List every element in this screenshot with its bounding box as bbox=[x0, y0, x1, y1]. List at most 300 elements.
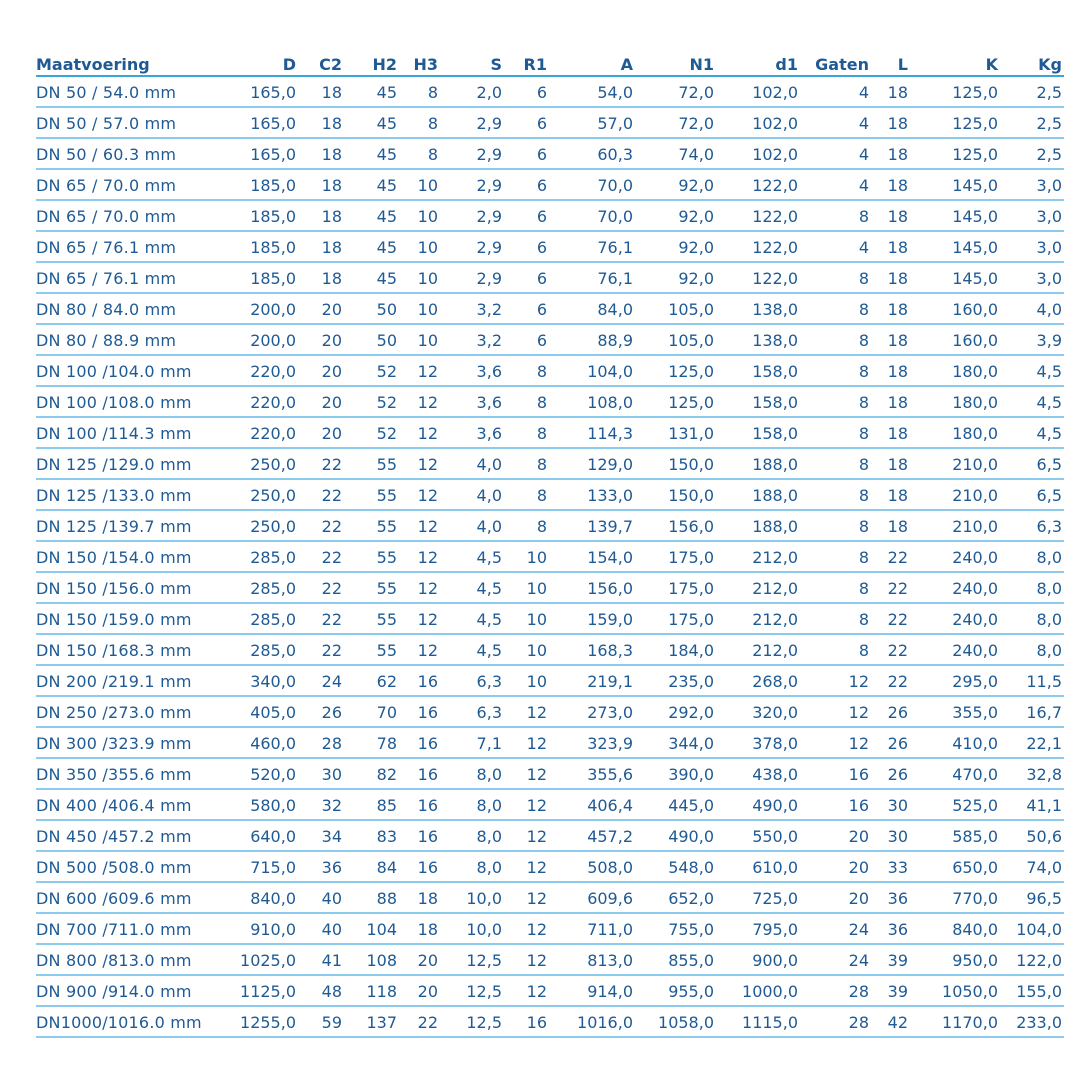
cell-d: 185,0 bbox=[232, 262, 298, 293]
cell-h2: 85 bbox=[344, 789, 399, 820]
cell-a: 139,7 bbox=[549, 510, 635, 541]
cell-size: DN1000/1016.0 mm bbox=[36, 1006, 232, 1037]
cell-n1: 125,0 bbox=[635, 355, 716, 386]
cell-size: DN 150 /168.3 mm bbox=[36, 634, 232, 665]
table-row bbox=[36, 138, 1064, 169]
cell-kg: 8,0 bbox=[1000, 541, 1064, 572]
cell-s: 4,5 bbox=[440, 603, 504, 634]
cell-a: 406,4 bbox=[549, 789, 635, 820]
cell-l: 36 bbox=[871, 913, 910, 944]
header-row bbox=[36, 46, 1064, 76]
cell-a: 84,0 bbox=[549, 293, 635, 324]
cell-gaten: 4 bbox=[800, 169, 871, 200]
cell-kg: 6,5 bbox=[1000, 448, 1064, 479]
column-header-s: S bbox=[440, 46, 504, 76]
cell-kg: 122,0 bbox=[1000, 944, 1064, 975]
cell-size: DN 50 / 57.0 mm bbox=[36, 107, 232, 138]
cell-s: 4,0 bbox=[440, 479, 504, 510]
cell-n1: 92,0 bbox=[635, 262, 716, 293]
cell-k: 295,0 bbox=[910, 665, 1000, 696]
cell-c2: 18 bbox=[298, 76, 344, 107]
cell-r1: 12 bbox=[504, 975, 549, 1006]
cell-d: 250,0 bbox=[232, 448, 298, 479]
cell-r1: 6 bbox=[504, 324, 549, 355]
cell-c2: 20 bbox=[298, 293, 344, 324]
cell-h2: 45 bbox=[344, 76, 399, 107]
cell-l: 22 bbox=[871, 665, 910, 696]
cell-n1: 548,0 bbox=[635, 851, 716, 882]
cell-a: 60,3 bbox=[549, 138, 635, 169]
cell-kg: 8,0 bbox=[1000, 634, 1064, 665]
cell-k: 210,0 bbox=[910, 448, 1000, 479]
cell-h3: 12 bbox=[399, 541, 440, 572]
table-row bbox=[36, 851, 1064, 882]
cell-k: 585,0 bbox=[910, 820, 1000, 851]
cell-l: 18 bbox=[871, 76, 910, 107]
cell-l: 22 bbox=[871, 541, 910, 572]
cell-d: 250,0 bbox=[232, 510, 298, 541]
cell-r1: 8 bbox=[504, 448, 549, 479]
cell-l: 18 bbox=[871, 138, 910, 169]
cell-kg: 4,0 bbox=[1000, 293, 1064, 324]
cell-d1: 212,0 bbox=[716, 634, 800, 665]
cell-kg: 233,0 bbox=[1000, 1006, 1064, 1037]
cell-d: 185,0 bbox=[232, 169, 298, 200]
cell-c2: 20 bbox=[298, 417, 344, 448]
cell-a: 133,0 bbox=[549, 479, 635, 510]
cell-d1: 212,0 bbox=[716, 541, 800, 572]
cell-l: 22 bbox=[871, 572, 910, 603]
cell-c2: 48 bbox=[298, 975, 344, 1006]
cell-l: 18 bbox=[871, 231, 910, 262]
table-row bbox=[36, 789, 1064, 820]
cell-k: 210,0 bbox=[910, 510, 1000, 541]
cell-n1: 92,0 bbox=[635, 169, 716, 200]
cell-d: 460,0 bbox=[232, 727, 298, 758]
cell-d: 1255,0 bbox=[232, 1006, 298, 1037]
cell-size: DN 125 /129.0 mm bbox=[36, 448, 232, 479]
cell-a: 104,0 bbox=[549, 355, 635, 386]
cell-k: 770,0 bbox=[910, 882, 1000, 913]
cell-r1: 12 bbox=[504, 758, 549, 789]
cell-d: 285,0 bbox=[232, 541, 298, 572]
cell-d: 405,0 bbox=[232, 696, 298, 727]
cell-k: 125,0 bbox=[910, 76, 1000, 107]
cell-size: DN 400 /406.4 mm bbox=[36, 789, 232, 820]
cell-size: DN 300 /323.9 mm bbox=[36, 727, 232, 758]
cell-size: DN 80 / 84.0 mm bbox=[36, 293, 232, 324]
cell-k: 180,0 bbox=[910, 417, 1000, 448]
cell-h2: 55 bbox=[344, 603, 399, 634]
table-row bbox=[36, 882, 1064, 913]
cell-s: 2,9 bbox=[440, 231, 504, 262]
cell-h2: 55 bbox=[344, 541, 399, 572]
cell-h2: 104 bbox=[344, 913, 399, 944]
cell-d: 580,0 bbox=[232, 789, 298, 820]
cell-kg: 32,8 bbox=[1000, 758, 1064, 789]
cell-h3: 12 bbox=[399, 510, 440, 541]
cell-s: 2,9 bbox=[440, 138, 504, 169]
cell-k: 240,0 bbox=[910, 603, 1000, 634]
cell-a: 54,0 bbox=[549, 76, 635, 107]
cell-kg: 22,1 bbox=[1000, 727, 1064, 758]
cell-l: 18 bbox=[871, 386, 910, 417]
cell-h3: 10 bbox=[399, 169, 440, 200]
cell-r1: 12 bbox=[504, 696, 549, 727]
cell-k: 650,0 bbox=[910, 851, 1000, 882]
cell-k: 1050,0 bbox=[910, 975, 1000, 1006]
column-header-n1: N1 bbox=[635, 46, 716, 76]
cell-kg: 2,5 bbox=[1000, 76, 1064, 107]
cell-l: 22 bbox=[871, 634, 910, 665]
cell-s: 6,3 bbox=[440, 665, 504, 696]
cell-d1: 138,0 bbox=[716, 324, 800, 355]
cell-h3: 18 bbox=[399, 913, 440, 944]
cell-r1: 6 bbox=[504, 262, 549, 293]
cell-d1: 188,0 bbox=[716, 448, 800, 479]
cell-s: 3,2 bbox=[440, 324, 504, 355]
table-row bbox=[36, 324, 1064, 355]
cell-l: 18 bbox=[871, 169, 910, 200]
cell-d: 285,0 bbox=[232, 634, 298, 665]
column-header-d1: d1 bbox=[716, 46, 800, 76]
cell-d1: 212,0 bbox=[716, 572, 800, 603]
cell-k: 160,0 bbox=[910, 293, 1000, 324]
column-header-h3: H3 bbox=[399, 46, 440, 76]
cell-h3: 12 bbox=[399, 603, 440, 634]
cell-h3: 22 bbox=[399, 1006, 440, 1037]
cell-s: 2,9 bbox=[440, 200, 504, 231]
cell-gaten: 8 bbox=[800, 479, 871, 510]
table-row bbox=[36, 1006, 1064, 1037]
cell-k: 470,0 bbox=[910, 758, 1000, 789]
table-row bbox=[36, 634, 1064, 665]
cell-c2: 20 bbox=[298, 355, 344, 386]
cell-kg: 3,0 bbox=[1000, 262, 1064, 293]
cell-h3: 16 bbox=[399, 727, 440, 758]
cell-h3: 10 bbox=[399, 262, 440, 293]
cell-gaten: 24 bbox=[800, 913, 871, 944]
cell-h2: 78 bbox=[344, 727, 399, 758]
cell-gaten: 20 bbox=[800, 882, 871, 913]
cell-r1: 12 bbox=[504, 913, 549, 944]
cell-a: 76,1 bbox=[549, 262, 635, 293]
cell-d1: 102,0 bbox=[716, 107, 800, 138]
column-header-size: Maatvoering bbox=[36, 46, 232, 76]
cell-r1: 10 bbox=[504, 634, 549, 665]
column-header-r1: R1 bbox=[504, 46, 549, 76]
table-row bbox=[36, 479, 1064, 510]
cell-k: 410,0 bbox=[910, 727, 1000, 758]
cell-a: 156,0 bbox=[549, 572, 635, 603]
cell-h2: 55 bbox=[344, 510, 399, 541]
cell-kg: 3,0 bbox=[1000, 231, 1064, 262]
cell-h2: 45 bbox=[344, 231, 399, 262]
cell-d: 1125,0 bbox=[232, 975, 298, 1006]
table-row bbox=[36, 107, 1064, 138]
cell-n1: 92,0 bbox=[635, 200, 716, 231]
cell-h3: 12 bbox=[399, 634, 440, 665]
cell-s: 2,9 bbox=[440, 169, 504, 200]
cell-d1: 122,0 bbox=[716, 200, 800, 231]
cell-n1: 131,0 bbox=[635, 417, 716, 448]
cell-c2: 18 bbox=[298, 107, 344, 138]
cell-h3: 12 bbox=[399, 417, 440, 448]
cell-s: 8,0 bbox=[440, 789, 504, 820]
cell-gaten: 12 bbox=[800, 665, 871, 696]
cell-h3: 20 bbox=[399, 944, 440, 975]
cell-h2: 55 bbox=[344, 448, 399, 479]
cell-d1: 138,0 bbox=[716, 293, 800, 324]
cell-r1: 6 bbox=[504, 200, 549, 231]
cell-d: 220,0 bbox=[232, 386, 298, 417]
cell-size: DN 125 /133.0 mm bbox=[36, 479, 232, 510]
cell-d1: 1115,0 bbox=[716, 1006, 800, 1037]
cell-size: DN 65 / 70.0 mm bbox=[36, 200, 232, 231]
cell-kg: 3,0 bbox=[1000, 200, 1064, 231]
cell-l: 18 bbox=[871, 324, 910, 355]
cell-d1: 610,0 bbox=[716, 851, 800, 882]
cell-s: 12,5 bbox=[440, 944, 504, 975]
cell-size: DN 100 /104.0 mm bbox=[36, 355, 232, 386]
cell-h2: 88 bbox=[344, 882, 399, 913]
cell-l: 26 bbox=[871, 727, 910, 758]
cell-k: 145,0 bbox=[910, 231, 1000, 262]
cell-s: 4,5 bbox=[440, 541, 504, 572]
cell-gaten: 24 bbox=[800, 944, 871, 975]
cell-c2: 40 bbox=[298, 913, 344, 944]
cell-d: 200,0 bbox=[232, 324, 298, 355]
cell-h3: 10 bbox=[399, 200, 440, 231]
cell-n1: 755,0 bbox=[635, 913, 716, 944]
cell-d: 185,0 bbox=[232, 231, 298, 262]
cell-r1: 10 bbox=[504, 665, 549, 696]
cell-h3: 12 bbox=[399, 386, 440, 417]
cell-kg: 3,0 bbox=[1000, 169, 1064, 200]
cell-h2: 83 bbox=[344, 820, 399, 851]
cell-c2: 22 bbox=[298, 448, 344, 479]
cell-d1: 320,0 bbox=[716, 696, 800, 727]
cell-r1: 8 bbox=[504, 355, 549, 386]
cell-s: 12,5 bbox=[440, 1006, 504, 1037]
cell-l: 18 bbox=[871, 293, 910, 324]
cell-s: 7,1 bbox=[440, 727, 504, 758]
cell-h2: 45 bbox=[344, 200, 399, 231]
cell-a: 219,1 bbox=[549, 665, 635, 696]
table-row bbox=[36, 417, 1064, 448]
cell-n1: 125,0 bbox=[635, 386, 716, 417]
cell-c2: 22 bbox=[298, 479, 344, 510]
cell-c2: 22 bbox=[298, 510, 344, 541]
cell-s: 8,0 bbox=[440, 758, 504, 789]
cell-n1: 652,0 bbox=[635, 882, 716, 913]
cell-size: DN 450 /457.2 mm bbox=[36, 820, 232, 851]
cell-h3: 10 bbox=[399, 324, 440, 355]
cell-k: 840,0 bbox=[910, 913, 1000, 944]
cell-d1: 900,0 bbox=[716, 944, 800, 975]
cell-kg: 6,3 bbox=[1000, 510, 1064, 541]
cell-r1: 10 bbox=[504, 603, 549, 634]
cell-size: DN 350 /355.6 mm bbox=[36, 758, 232, 789]
cell-gaten: 8 bbox=[800, 386, 871, 417]
cell-size: DN 65 / 70.0 mm bbox=[36, 169, 232, 200]
cell-a: 609,6 bbox=[549, 882, 635, 913]
cell-a: 508,0 bbox=[549, 851, 635, 882]
cell-h3: 16 bbox=[399, 789, 440, 820]
cell-a: 159,0 bbox=[549, 603, 635, 634]
cell-a: 914,0 bbox=[549, 975, 635, 1006]
cell-kg: 41,1 bbox=[1000, 789, 1064, 820]
table-header bbox=[36, 46, 1064, 76]
cell-kg: 96,5 bbox=[1000, 882, 1064, 913]
cell-r1: 6 bbox=[504, 138, 549, 169]
cell-h2: 55 bbox=[344, 572, 399, 603]
cell-c2: 18 bbox=[298, 231, 344, 262]
cell-gaten: 12 bbox=[800, 696, 871, 727]
cell-h2: 108 bbox=[344, 944, 399, 975]
cell-r1: 8 bbox=[504, 417, 549, 448]
cell-a: 70,0 bbox=[549, 169, 635, 200]
table-row bbox=[36, 386, 1064, 417]
cell-d1: 550,0 bbox=[716, 820, 800, 851]
table-row bbox=[36, 820, 1064, 851]
cell-d: 910,0 bbox=[232, 913, 298, 944]
cell-s: 2,0 bbox=[440, 76, 504, 107]
cell-s: 3,2 bbox=[440, 293, 504, 324]
cell-a: 1016,0 bbox=[549, 1006, 635, 1037]
table-body bbox=[36, 76, 1064, 1037]
cell-gaten: 8 bbox=[800, 541, 871, 572]
cell-c2: 18 bbox=[298, 169, 344, 200]
cell-d: 340,0 bbox=[232, 665, 298, 696]
cell-n1: 292,0 bbox=[635, 696, 716, 727]
cell-r1: 6 bbox=[504, 107, 549, 138]
cell-c2: 24 bbox=[298, 665, 344, 696]
cell-k: 240,0 bbox=[910, 572, 1000, 603]
cell-n1: 445,0 bbox=[635, 789, 716, 820]
table-row bbox=[36, 169, 1064, 200]
cell-kg: 6,5 bbox=[1000, 479, 1064, 510]
cell-r1: 12 bbox=[504, 851, 549, 882]
cell-r1: 12 bbox=[504, 789, 549, 820]
cell-d: 715,0 bbox=[232, 851, 298, 882]
cell-n1: 74,0 bbox=[635, 138, 716, 169]
cell-n1: 1058,0 bbox=[635, 1006, 716, 1037]
cell-kg: 16,7 bbox=[1000, 696, 1064, 727]
cell-kg: 3,9 bbox=[1000, 324, 1064, 355]
table-row bbox=[36, 913, 1064, 944]
cell-h2: 82 bbox=[344, 758, 399, 789]
cell-k: 145,0 bbox=[910, 200, 1000, 231]
cell-s: 10,0 bbox=[440, 913, 504, 944]
table-row bbox=[36, 355, 1064, 386]
cell-size: DN 700 /711.0 mm bbox=[36, 913, 232, 944]
cell-n1: 105,0 bbox=[635, 324, 716, 355]
cell-h2: 52 bbox=[344, 386, 399, 417]
cell-l: 39 bbox=[871, 944, 910, 975]
cell-h3: 16 bbox=[399, 665, 440, 696]
cell-s: 8,0 bbox=[440, 820, 504, 851]
cell-gaten: 8 bbox=[800, 603, 871, 634]
cell-kg: 11,5 bbox=[1000, 665, 1064, 696]
cell-size: DN 150 /159.0 mm bbox=[36, 603, 232, 634]
cell-a: 813,0 bbox=[549, 944, 635, 975]
cell-h3: 10 bbox=[399, 293, 440, 324]
cell-size: DN 500 /508.0 mm bbox=[36, 851, 232, 882]
cell-kg: 8,0 bbox=[1000, 603, 1064, 634]
cell-h3: 16 bbox=[399, 758, 440, 789]
cell-d1: 438,0 bbox=[716, 758, 800, 789]
cell-n1: 184,0 bbox=[635, 634, 716, 665]
cell-d1: 158,0 bbox=[716, 417, 800, 448]
cell-d: 285,0 bbox=[232, 603, 298, 634]
cell-kg: 50,6 bbox=[1000, 820, 1064, 851]
cell-d1: 188,0 bbox=[716, 479, 800, 510]
table-row bbox=[36, 975, 1064, 1006]
cell-size: DN 80 / 88.9 mm bbox=[36, 324, 232, 355]
cell-r1: 12 bbox=[504, 882, 549, 913]
cell-d1: 268,0 bbox=[716, 665, 800, 696]
cell-s: 6,3 bbox=[440, 696, 504, 727]
cell-k: 210,0 bbox=[910, 479, 1000, 510]
cell-a: 457,2 bbox=[549, 820, 635, 851]
cell-gaten: 4 bbox=[800, 107, 871, 138]
cell-r1: 8 bbox=[504, 510, 549, 541]
column-header-d: D bbox=[232, 46, 298, 76]
cell-s: 2,9 bbox=[440, 107, 504, 138]
cell-l: 18 bbox=[871, 417, 910, 448]
cell-size: DN 250 /273.0 mm bbox=[36, 696, 232, 727]
cell-l: 30 bbox=[871, 789, 910, 820]
cell-c2: 41 bbox=[298, 944, 344, 975]
cell-gaten: 20 bbox=[800, 820, 871, 851]
cell-h3: 12 bbox=[399, 448, 440, 479]
cell-k: 145,0 bbox=[910, 169, 1000, 200]
cell-h2: 118 bbox=[344, 975, 399, 1006]
cell-kg: 104,0 bbox=[1000, 913, 1064, 944]
cell-c2: 34 bbox=[298, 820, 344, 851]
cell-c2: 36 bbox=[298, 851, 344, 882]
cell-k: 125,0 bbox=[910, 138, 1000, 169]
cell-kg: 4,5 bbox=[1000, 355, 1064, 386]
cell-c2: 18 bbox=[298, 200, 344, 231]
cell-gaten: 4 bbox=[800, 138, 871, 169]
cell-d1: 102,0 bbox=[716, 76, 800, 107]
cell-d1: 122,0 bbox=[716, 169, 800, 200]
cell-c2: 18 bbox=[298, 138, 344, 169]
cell-kg: 4,5 bbox=[1000, 417, 1064, 448]
cell-a: 76,1 bbox=[549, 231, 635, 262]
column-header-gaten: Gaten bbox=[800, 46, 871, 76]
cell-gaten: 28 bbox=[800, 1006, 871, 1037]
cell-s: 8,0 bbox=[440, 851, 504, 882]
cell-d1: 795,0 bbox=[716, 913, 800, 944]
cell-h2: 50 bbox=[344, 324, 399, 355]
cell-r1: 12 bbox=[504, 820, 549, 851]
column-header-k: K bbox=[910, 46, 1000, 76]
cell-d: 165,0 bbox=[232, 107, 298, 138]
cell-c2: 22 bbox=[298, 634, 344, 665]
cell-h3: 8 bbox=[399, 76, 440, 107]
cell-d1: 102,0 bbox=[716, 138, 800, 169]
cell-k: 125,0 bbox=[910, 107, 1000, 138]
cell-size: DN 50 / 60.3 mm bbox=[36, 138, 232, 169]
cell-r1: 12 bbox=[504, 944, 549, 975]
column-header-kg: Kg bbox=[1000, 46, 1064, 76]
cell-c2: 59 bbox=[298, 1006, 344, 1037]
cell-l: 36 bbox=[871, 882, 910, 913]
cell-c2: 26 bbox=[298, 696, 344, 727]
